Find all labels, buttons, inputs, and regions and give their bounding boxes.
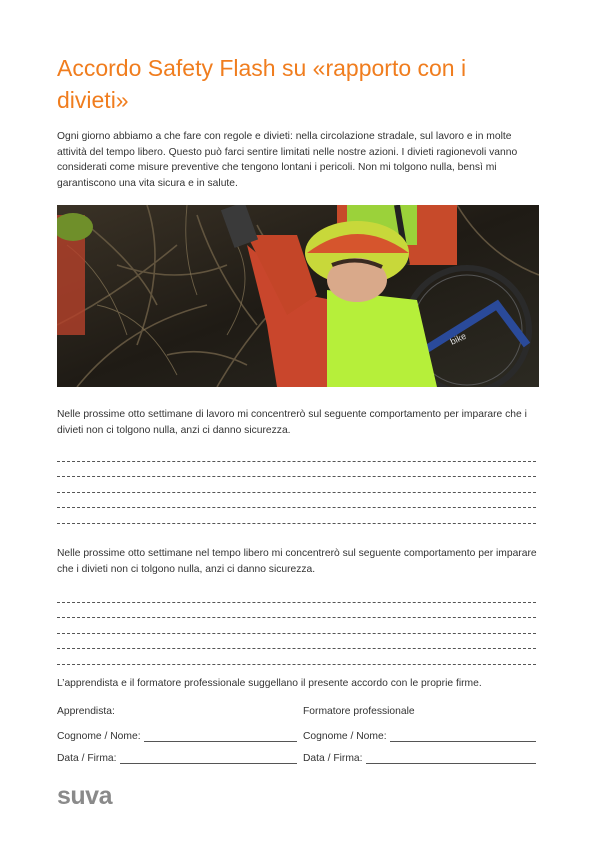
cyclists-photo (57, 205, 539, 387)
trainer-name-row[interactable] (303, 720, 536, 742)
answer-line[interactable] (57, 649, 536, 665)
name-label: Cognome / Nome: (303, 731, 387, 742)
apprentice-heading: Apprendista: (57, 706, 115, 717)
suva-logo: suva (57, 782, 112, 810)
answer-line[interactable] (57, 587, 536, 603)
svg-text:bike: bike (448, 330, 468, 347)
answer-line[interactable] (57, 603, 536, 619)
answer-line[interactable] (57, 477, 536, 493)
answer-line[interactable] (57, 618, 536, 634)
date-label: Data / Firma: (57, 753, 117, 764)
page-title: Accordo Safety Flash su «rapporto con i divieti» (57, 55, 467, 113)
answer-line[interactable] (57, 462, 536, 478)
apprentice-date-row[interactable] (57, 742, 297, 764)
trainer-signature-block (303, 704, 536, 764)
name-label: Cognome / Nome: (57, 731, 141, 742)
trainer-heading: Formatore professionale (303, 706, 415, 717)
answer-line[interactable] (57, 493, 536, 509)
work-answer-lines[interactable] (57, 446, 536, 524)
trainer-signature-field[interactable] (366, 752, 536, 764)
leisure-answer-lines[interactable] (57, 587, 536, 665)
answer-line[interactable] (57, 446, 536, 462)
intro-paragraph: Ogni giorno abbiamo a che fare con regole e divieti: nella circolazione stradale, sul lavoro e in molte attività del tempo libero. Questo può farci sentire limitati nelle nostre azioni. I divieti ragionevoli vanno considerati come misure preventive che tengono lontani i pericoli. Non mi tolgono nulla, bensì mi garantiscono una vita sicura e in salute. (57, 131, 518, 189)
answer-line[interactable] (57, 508, 536, 524)
apprentice-name-row[interactable] (57, 720, 297, 742)
apprentice-name-field[interactable] (144, 730, 297, 742)
date-label: Data / Firma: (303, 753, 363, 764)
trainer-name-field[interactable] (390, 730, 536, 742)
trainer-date-row[interactable] (303, 742, 536, 764)
work-section-text: Nelle prossime otto settimane di lavoro mi concentrerò sul seguente comportamento per imparare che i divieti non ci tolgono nulla, anzi ci danno sicurezza. (57, 409, 527, 436)
leisure-section-text: Nelle prossime otto settimane nel tempo libero mi concentrerò sul seguente comportamento per imparare che i divieti non ci tolgono nulla, anzi ci danno sicurezza. (57, 548, 537, 575)
answer-line[interactable] (57, 634, 536, 650)
closing-paragraph: L’apprendista e il formatore professionale suggellano il presente accordo con le proprie firme. (57, 678, 482, 689)
apprentice-signature-field[interactable] (120, 752, 297, 764)
apprentice-signature-block (57, 704, 297, 764)
